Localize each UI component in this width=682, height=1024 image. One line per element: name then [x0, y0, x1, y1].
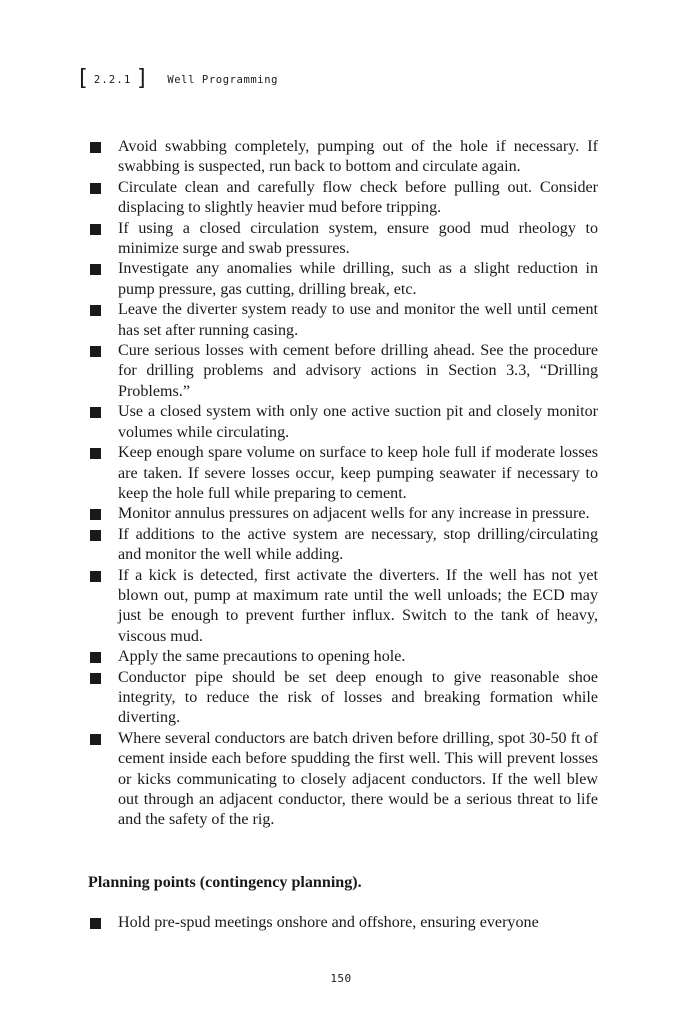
precautions-list — [88, 137, 598, 831]
list-item — [88, 178, 598, 219]
list-item-text: Investigate any anomalies while drilling, such as a slight reduction in pump pressure, gas cutting, drilling break, etc. — [118, 260, 598, 298]
list-item — [88, 402, 598, 443]
left-bracket: [ — [76, 66, 90, 91]
page-number: 150 — [330, 972, 352, 985]
bullet-square-icon — [90, 918, 101, 929]
bullet-square-icon — [90, 305, 101, 316]
list-item — [88, 137, 598, 178]
list-item-text: Circulate clean and carefully flow check before pulling out. Consider displacing to slightly heavier mud before tripping. — [118, 178, 598, 217]
list-item-text: If a kick is detected, first activate the diverters. If the well has not yet blown out, pump at maximum rate until the well unloads; the ECD may just be enough to prevent further influx. Switch to the tank of heavy, viscous mud. — [118, 566, 598, 645]
section-title: Well Programming — [167, 74, 279, 86]
bullet-square-icon — [90, 673, 101, 684]
list-item-text: Conductor pipe should be set deep enough to give reasonable shoe integrity, to reduce the risk of losses and breaking formation while diverting. — [118, 668, 598, 727]
bullet-square-icon — [90, 509, 101, 520]
bullet-square-icon — [90, 407, 101, 418]
bullet-square-icon — [90, 530, 101, 541]
running-head — [76, 66, 278, 94]
list-item-text: Where several conductors are batch driven before drilling, spot 30-50 ft of cement inside each before spudding the first well. This will prevent losses or kicks communicating to closely adjacent conductors. If the well blew out through an adjacent conductor, there would be a serious threat to life and the safety of the rig. — [118, 729, 598, 829]
list-item-text: If additions to the active system are necessary, stop drilling/circulating and monitor the well while adding. — [118, 525, 598, 564]
subheading: Planning points (contingency planning). — [88, 874, 362, 891]
list-item-text: Leave the diverter system ready to use and monitor the well until cement has set after running casing. — [118, 301, 598, 339]
list-item — [88, 443, 598, 504]
bullet-square-icon — [90, 571, 101, 582]
list-item-text: Keep enough spare volume on surface to keep hole full if moderate losses are taken. If severe losses occur, keep pumping seawater if necessary to keep the hole full while preparing to cement. — [118, 444, 598, 502]
list-item — [88, 504, 598, 524]
list-item — [88, 525, 598, 566]
list-item — [88, 259, 598, 300]
right-bracket: ] — [135, 66, 150, 91]
bullet-square-icon — [90, 183, 101, 194]
list-item-text: Avoid swabbing completely, pumping out of the hole if necessary. If swabbing is suspected, run back to bottom and circulate again. — [118, 138, 598, 176]
bullet-square-icon — [90, 346, 101, 357]
list-item-text: Cure serious losses with cement before drilling ahead. See the procedure for drilling problems and advisory actions in Section 3.3, “Drilling Problems.” — [118, 342, 598, 400]
bullet-square-icon — [90, 224, 101, 235]
list-item — [88, 341, 598, 402]
list-item-text: Apply the same precautions to opening hole. — [118, 648, 406, 666]
bullet-square-icon — [90, 734, 101, 745]
list-item — [88, 647, 598, 667]
list-item — [88, 219, 598, 260]
list-item — [88, 913, 598, 933]
list-item-text: Use a closed system with only one active suction pit and closely monitor volumes while circulating. — [118, 403, 598, 441]
section-number: 2.2.1 — [93, 74, 132, 86]
planning-points-list — [88, 913, 598, 933]
list-item — [88, 566, 598, 648]
list-item-text: If using a closed circulation system, ensure good mud rheology to minimize surge and swab pressures. — [118, 219, 598, 258]
bullet-square-icon — [90, 142, 101, 153]
list-item — [88, 729, 598, 831]
list-item-text: Monitor annulus pressures on adjacent wells for any increase in pressure. — [118, 505, 590, 523]
bullet-square-icon — [90, 264, 101, 275]
list-item-text: Hold pre-spud meetings onshore and offshore, ensuring everyone — [118, 914, 539, 931]
list-item — [88, 668, 598, 729]
list-item — [88, 300, 598, 341]
bullet-square-icon — [90, 652, 101, 663]
bullet-square-icon — [90, 448, 101, 459]
